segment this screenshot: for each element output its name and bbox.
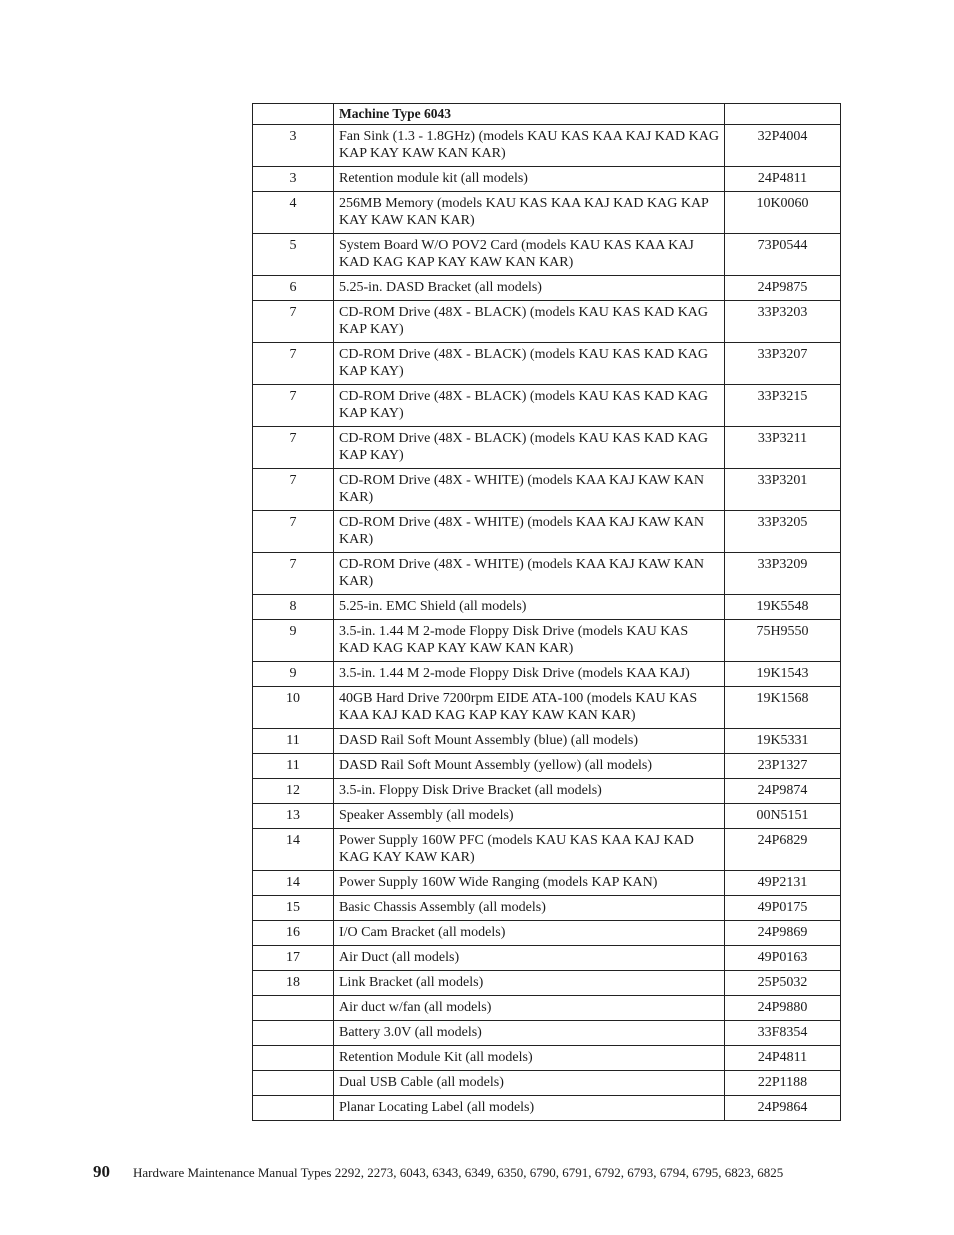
table-row bbox=[253, 553, 841, 595]
table-header-row bbox=[253, 104, 841, 125]
table-row bbox=[253, 595, 841, 620]
index-cell bbox=[253, 1021, 334, 1046]
index-cell: 18 bbox=[253, 971, 334, 996]
fru-cell: 33P3209 bbox=[725, 553, 841, 595]
index-cell: 9 bbox=[253, 662, 334, 687]
fru-cell: 33P3201 bbox=[725, 469, 841, 511]
description-cell: CD-ROM Drive (48X - WHITE) (models KAA KAJ KAW KAN KAR) bbox=[334, 553, 725, 595]
table-row bbox=[253, 729, 841, 754]
footer-title: Hardware Maintenance Manual Types 2292, 2273, 6043, 6343, 6349, 6350, 6790, 6791, 6792, 6793, 6794, 6795, 6823, 6825 bbox=[133, 1165, 784, 1180]
index-cell: 3 bbox=[253, 125, 334, 167]
table-row bbox=[253, 829, 841, 871]
fru-cell: 24P9869 bbox=[725, 921, 841, 946]
fru-cell: 73P0544 bbox=[725, 234, 841, 276]
description-cell: Basic Chassis Assembly (all models) bbox=[334, 896, 725, 921]
index-cell: 14 bbox=[253, 829, 334, 871]
description-cell: Battery 3.0V (all models) bbox=[334, 1021, 725, 1046]
description-cell: CD-ROM Drive (48X - WHITE) (models KAA KAJ KAW KAN KAR) bbox=[334, 511, 725, 553]
table-row bbox=[253, 971, 841, 996]
fru-cell: 49P0163 bbox=[725, 946, 841, 971]
description-cell: Air Duct (all models) bbox=[334, 946, 725, 971]
fru-cell: 33P3207 bbox=[725, 343, 841, 385]
description-cell: 3.5-in. 1.44 M 2-mode Floppy Disk Drive (models KAA KAJ) bbox=[334, 662, 725, 687]
index-cell: 10 bbox=[253, 687, 334, 729]
description-cell: CD-ROM Drive (48X - BLACK) (models KAU KAS KAD KAG KAP KAY) bbox=[334, 343, 725, 385]
description-cell: Fan Sink (1.3 - 1.8GHz) (models KAU KAS KAA KAJ KAD KAG KAP KAY KAW KAN KAR) bbox=[334, 125, 725, 167]
description-cell: System Board W/O POV2 Card (models KAU KAS KAA KAJ KAD KAG KAP KAY KAW KAN KAR) bbox=[334, 234, 725, 276]
index-cell: 7 bbox=[253, 469, 334, 511]
table-row bbox=[253, 343, 841, 385]
table-row bbox=[253, 687, 841, 729]
fru-cell: 22P1188 bbox=[725, 1071, 841, 1096]
header-machine-type: Machine Type 6043 bbox=[334, 104, 725, 125]
index-cell bbox=[253, 996, 334, 1021]
description-cell: Power Supply 160W Wide Ranging (models KAP KAN) bbox=[334, 871, 725, 896]
fru-cell: 49P2131 bbox=[725, 871, 841, 896]
index-cell: 11 bbox=[253, 754, 334, 779]
table-row bbox=[253, 1071, 841, 1096]
fru-cell: 49P0175 bbox=[725, 896, 841, 921]
fru-cell: 19K5331 bbox=[725, 729, 841, 754]
description-cell: 5.25-in. EMC Shield (all models) bbox=[334, 595, 725, 620]
table-row bbox=[253, 1096, 841, 1121]
description-cell: 3.5-in. 1.44 M 2-mode Floppy Disk Drive (models KAU KAS KAD KAG KAP KAY KAW KAN KAR) bbox=[334, 620, 725, 662]
fru-cell: 24P9864 bbox=[725, 1096, 841, 1121]
table-row bbox=[253, 896, 841, 921]
table-row bbox=[253, 167, 841, 192]
table-row bbox=[253, 946, 841, 971]
fru-cell: 24P4811 bbox=[725, 167, 841, 192]
table-row bbox=[253, 192, 841, 234]
table-row bbox=[253, 921, 841, 946]
fru-cell: 33F8354 bbox=[725, 1021, 841, 1046]
index-cell: 7 bbox=[253, 385, 334, 427]
index-cell: 16 bbox=[253, 921, 334, 946]
description-cell: CD-ROM Drive (48X - BLACK) (models KAU KAS KAD KAG KAP KAY) bbox=[334, 427, 725, 469]
fru-cell: 24P9880 bbox=[725, 996, 841, 1021]
fru-cell: 24P6829 bbox=[725, 829, 841, 871]
fru-cell: 00N5151 bbox=[725, 804, 841, 829]
table-row bbox=[253, 662, 841, 687]
fru-cell: 24P9874 bbox=[725, 779, 841, 804]
index-cell: 15 bbox=[253, 896, 334, 921]
table-row bbox=[253, 996, 841, 1021]
table-row bbox=[253, 276, 841, 301]
table-row bbox=[253, 804, 841, 829]
table-row bbox=[253, 301, 841, 343]
description-cell: CD-ROM Drive (48X - BLACK) (models KAU KAS KAD KAG KAP KAY) bbox=[334, 385, 725, 427]
table-row bbox=[253, 511, 841, 553]
index-cell: 7 bbox=[253, 553, 334, 595]
index-cell: 17 bbox=[253, 946, 334, 971]
index-cell: 7 bbox=[253, 343, 334, 385]
description-cell: Planar Locating Label (all models) bbox=[334, 1096, 725, 1121]
description-cell: Speaker Assembly (all models) bbox=[334, 804, 725, 829]
parts-table-body bbox=[253, 125, 841, 1121]
description-cell: 256MB Memory (models KAU KAS KAA KAJ KAD KAG KAP KAY KAW KAN KAR) bbox=[334, 192, 725, 234]
fru-cell: 33P3215 bbox=[725, 385, 841, 427]
index-cell: 3 bbox=[253, 167, 334, 192]
description-cell: Link Bracket (all models) bbox=[334, 971, 725, 996]
description-cell: Retention module kit (all models) bbox=[334, 167, 725, 192]
table-row bbox=[253, 427, 841, 469]
fru-cell: 75H9550 bbox=[725, 620, 841, 662]
table-row bbox=[253, 871, 841, 896]
index-cell: 13 bbox=[253, 804, 334, 829]
description-cell: CD-ROM Drive (48X - WHITE) (models KAA KAJ KAW KAN KAR) bbox=[334, 469, 725, 511]
page-footer bbox=[93, 1162, 913, 1182]
parts-table bbox=[252, 103, 841, 1121]
index-cell: 5 bbox=[253, 234, 334, 276]
description-cell: 3.5-in. Floppy Disk Drive Bracket (all models) bbox=[334, 779, 725, 804]
fru-cell: 33P3203 bbox=[725, 301, 841, 343]
index-cell bbox=[253, 1046, 334, 1071]
fru-cell: 23P1327 bbox=[725, 754, 841, 779]
description-cell: 5.25-in. DASD Bracket (all models) bbox=[334, 276, 725, 301]
description-cell: CD-ROM Drive (48X - BLACK) (models KAU KAS KAD KAG KAP KAY) bbox=[334, 301, 725, 343]
fru-cell: 19K5548 bbox=[725, 595, 841, 620]
table-row bbox=[253, 234, 841, 276]
index-cell: 7 bbox=[253, 301, 334, 343]
header-index-cell bbox=[253, 104, 334, 125]
table-row bbox=[253, 125, 841, 167]
fru-cell: 19K1568 bbox=[725, 687, 841, 729]
index-cell bbox=[253, 1096, 334, 1121]
table-row bbox=[253, 1021, 841, 1046]
description-cell: DASD Rail Soft Mount Assembly (blue) (all models) bbox=[334, 729, 725, 754]
table-row bbox=[253, 1046, 841, 1071]
index-cell: 11 bbox=[253, 729, 334, 754]
description-cell: Air duct w/fan (all models) bbox=[334, 996, 725, 1021]
fru-cell: 33P3205 bbox=[725, 511, 841, 553]
table-row bbox=[253, 469, 841, 511]
description-cell: DASD Rail Soft Mount Assembly (yellow) (all models) bbox=[334, 754, 725, 779]
index-cell: 9 bbox=[253, 620, 334, 662]
fru-cell: 25P5032 bbox=[725, 971, 841, 996]
description-cell: Power Supply 160W PFC (models KAU KAS KAA KAJ KAD KAG KAY KAW KAR) bbox=[334, 829, 725, 871]
fru-cell: 24P4811 bbox=[725, 1046, 841, 1071]
table-row bbox=[253, 754, 841, 779]
fru-cell: 32P4004 bbox=[725, 125, 841, 167]
fru-cell: 10K0060 bbox=[725, 192, 841, 234]
table-row bbox=[253, 385, 841, 427]
index-cell: 4 bbox=[253, 192, 334, 234]
fru-cell: 24P9875 bbox=[725, 276, 841, 301]
page-number: 90 bbox=[93, 1162, 110, 1181]
table-row bbox=[253, 779, 841, 804]
table-row bbox=[253, 620, 841, 662]
fru-cell: 19K1543 bbox=[725, 662, 841, 687]
index-cell: 7 bbox=[253, 511, 334, 553]
description-cell: 40GB Hard Drive 7200rpm EIDE ATA-100 (models KAU KAS KAA KAJ KAD KAG KAP KAY KAW KAN KAR) bbox=[334, 687, 725, 729]
description-cell: Dual USB Cable (all models) bbox=[334, 1071, 725, 1096]
description-cell: I/O Cam Bracket (all models) bbox=[334, 921, 725, 946]
index-cell: 6 bbox=[253, 276, 334, 301]
index-cell bbox=[253, 1071, 334, 1096]
index-cell: 14 bbox=[253, 871, 334, 896]
index-cell: 7 bbox=[253, 427, 334, 469]
index-cell: 8 bbox=[253, 595, 334, 620]
description-cell: Retention Module Kit (all models) bbox=[334, 1046, 725, 1071]
fru-cell: 33P3211 bbox=[725, 427, 841, 469]
header-fru-cell bbox=[725, 104, 841, 125]
index-cell: 12 bbox=[253, 779, 334, 804]
